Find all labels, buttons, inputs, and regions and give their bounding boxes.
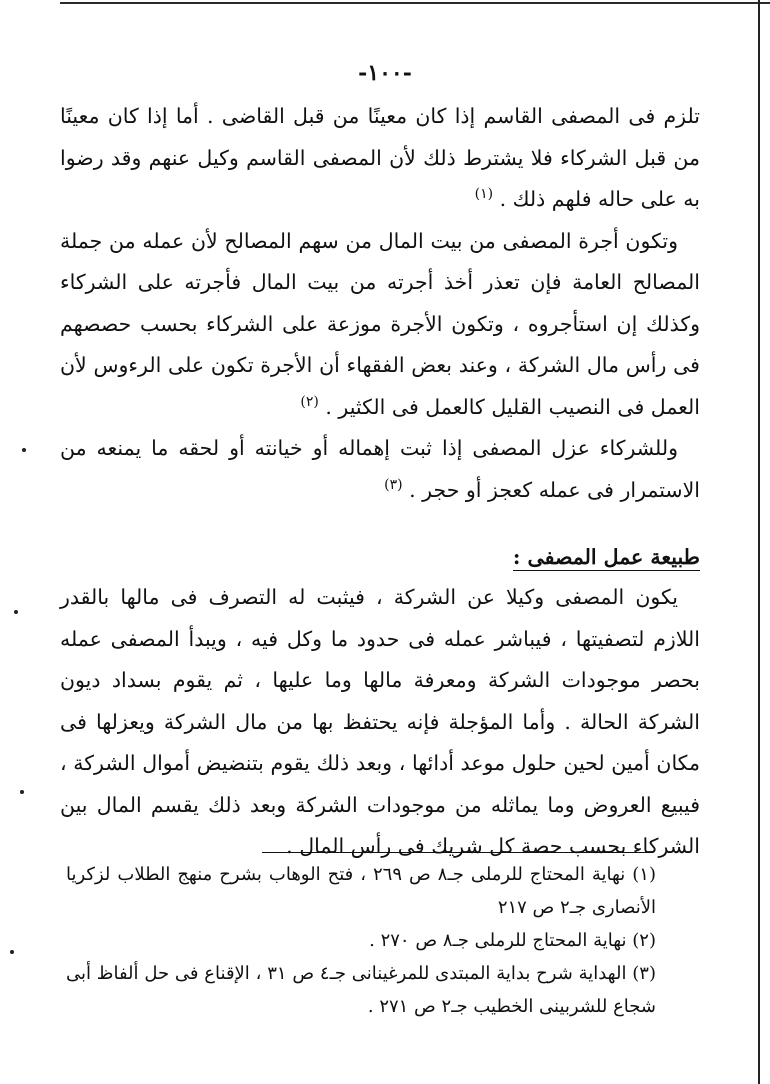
paragraph-2-text: وتكون أجرة المصفى من بيت المال من سهم المصالح لأن عمله من جملة المصالح العامة فإن تعذر أخذ أجرته من بيت المال فأجرته على الشركاء وكذلك إن استأجروه ، وتكون الأجرة موزعة على الشركاء بحسب حصصهم فى رأس مال الشركة ، وعند بعض الفقهاء أن الأجرة تكون على الرءوس لأن العمل فى النصيب القليل كالعمل فى الكثير . xyxy=(60,228,700,419)
footnotes xyxy=(66,858,656,1023)
scan-speck xyxy=(20,790,24,794)
page-body xyxy=(60,96,700,868)
footnote-ref-2: (٢) xyxy=(300,393,319,410)
footnote-2: (٢) نهاية المحتاج للرملى جـ٨ ص ٢٧٠ . xyxy=(369,930,656,951)
footnote-3: (٣) الهداية شرح بداية المبتدى للمرغينانى جـ٤ ص ٣١ ، الإقناع فى حل ألفاظ أبى شجاع للشربينى الخطيب جـ٢ ص ٢٧١ . xyxy=(66,963,656,1017)
scan-speck xyxy=(10,950,14,954)
scan-speck xyxy=(22,448,26,452)
paragraph-1 xyxy=(60,96,700,221)
page-number: -١٠٠- xyxy=(358,60,412,86)
paragraph-2 xyxy=(60,221,700,429)
section-heading-text: طبيعة عمل المصفى : xyxy=(512,545,700,569)
footnote-1: (١) نهاية المحتاج للرملى جـ٨ ص ٢٦٩ ، فتح الوهاب بشرح منهج الطلاب لزكريا الأنصارى جـ٢ ص ٢١٧ xyxy=(66,864,656,918)
paragraph-4-text: يكون المصفى وكيلا عن الشركة ، فيثبت له التصرف فى مالها بالقدر اللازم لتصفيتها ، فيباشر عمله فى حدود ما وكل فيه ، ويبدأ المصفى عمله بحصر موجودات الشركة ومعرفة مالها وما عليها ، ثم يقوم بسداد ديون الشركة الحالة . وأما المؤجلة فإنه يحتفظ بها من مال الشركة ويعزلها فى مكان أمين لحين حلول موعد أدائها ، وبعد ذلك يقوم بتنضيض أموال الشركة ، فيبيع العروض وما يماثله من موجودات الشركة وبعد ذلك يقسم المال بين الشركاء بحسب حصة كل شريك فى رأس المال . xyxy=(60,585,700,858)
paragraph-3 xyxy=(60,428,700,511)
paragraph-3-text: وللشركاء عزل المصفى إذا ثبت إهماله أو خيانته أو لحقه ما يمنعه من الاستمرار فى عمله كعجز أو حجر . xyxy=(60,436,700,502)
paragraph-1-text: تلزم فى المصفى القاسم إذا كان معينًا من قبل القاضى . أما إذا كان معينًا من قبل الشركاء فلا يشترط ذلك لأن المصفى القاسم وكيل عنهم وقد رضوا به على حاله فلهم ذلك . xyxy=(60,104,700,211)
footnote-ref-1: (١) xyxy=(474,186,494,203)
scan-right-edge xyxy=(758,0,760,1084)
footnote-ref-3: (٣) xyxy=(384,476,403,493)
paragraph-4 xyxy=(60,577,700,868)
scan-speck xyxy=(14,610,18,614)
footnote-separator xyxy=(262,852,650,853)
scan-top-edge xyxy=(60,0,770,6)
section-heading xyxy=(60,537,700,577)
